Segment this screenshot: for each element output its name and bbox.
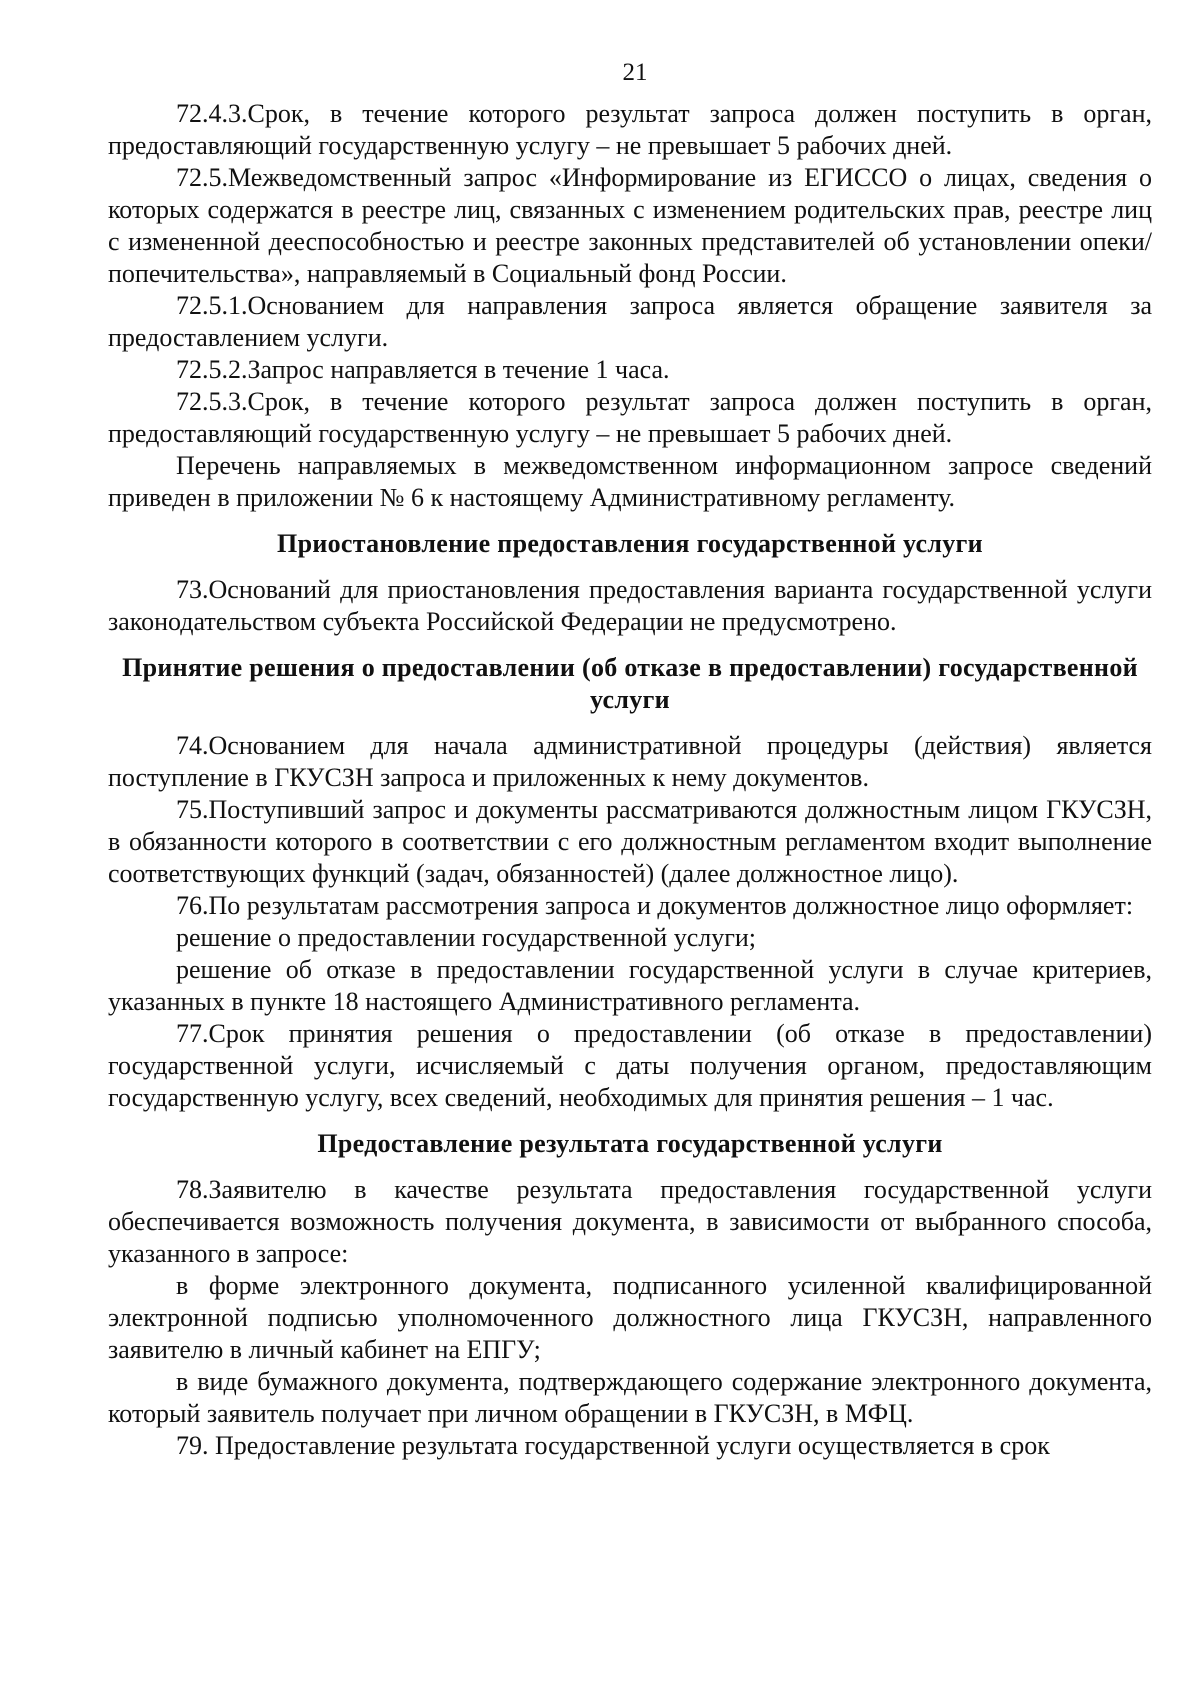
paragraph-72-5-1: 72.5.1.Основанием для направления запроса является обращение заявителя за предоставлением услуги. <box>108 291 1152 352</box>
paragraph-72-5: 72.5.Межведомственный запрос «Информирование из ЕГИССО о лицах, сведения о которых содержатся в реестре лиц, связанных с изменением родительских прав, реестре лиц с измененной дееспособностью и реестре законных представителей об установлении опеки/ попечительства», направляемый в Социальный фонд России. <box>108 163 1152 288</box>
document-body <box>108 98 1152 1462</box>
paragraph-list-of-data: Перечень направляемых в межведомственном информационном запросе сведений приведен в приложении № 6 к настоящему Административному регламенту. <box>108 451 1152 512</box>
paragraph-73: 73.Оснований для приостановления предоставления варианта государственной услуги законодательством субъекта Российской Федерации не предусмотрено. <box>108 575 1152 636</box>
list-item-electronic-document: в форме электронного документа, подписанного усиленной квалифицированной электронной подписью уполномоченного должностного лица ГКУСЗН, направленного заявителю в личный кабинет на ЕПГУ; <box>108 1271 1152 1364</box>
paragraph-72-4-3: 72.4.3.Срок, в течение которого результат запроса должен поступить в орган, предоставляющий государственную услугу – не превышает 5 рабочих дней. <box>108 99 1152 160</box>
paragraph-79: 79. Предоставление результата государственной услуги осуществляется в срок <box>176 1431 1050 1460</box>
list-item-paper-document: в виде бумажного документа, подтверждающего содержание электронного документа, который заявитель получает при личном обращении в ГКУСЗН, в МФЦ. <box>108 1367 1152 1428</box>
paragraph-72-5-3: 72.5.3.Срок, в течение которого результат запроса должен поступить в орган, предоставляющий государственную услугу – не превышает 5 рабочих дней. <box>108 387 1152 448</box>
list-item-decision-grant: решение о предоставлении государственной услуги; <box>176 923 757 952</box>
heading-decision: Принятие решения о предоставлении (об отказе в предоставлении) государственной услуги <box>122 653 1138 714</box>
heading-result-delivery: Предоставление результата государственной услуги <box>317 1129 943 1158</box>
paragraph-75: 75.Поступивший запрос и документы рассматриваются должностным лицом ГКУСЗН, в обязанности которого в соответствии с его должностным регламентом входит выполнение соответствующих функций (задач, обязанностей) (далее должностное лицо). <box>108 795 1152 888</box>
paragraph-77: 77.Срок принятия решения о предоставлении (об отказе в предоставлении) государственной услуги, исчисляемый с даты получения органом, предоставляющим государственную услугу, всех сведений, необходимых для принятия решения – 1 час. <box>108 1019 1152 1112</box>
paragraph-72-5-2: 72.5.2.Запрос направляется в течение 1 часа. <box>176 355 670 384</box>
list-item-decision-refusal: решение об отказе в предоставлении государственной услуги в случае критериев, указанных в пункте 18 настоящего Административного регламента. <box>108 955 1152 1016</box>
paragraph-78: 78.Заявителю в качестве результата предоставления государственной услуги обеспечивается возможность получения документа, в зависимости от выбранного способа, указанного в запросе: <box>108 1175 1152 1268</box>
heading-suspension: Приостановление предоставления государственной услуги <box>277 529 983 558</box>
page-number: 21 <box>622 59 648 86</box>
paragraph-74: 74.Основанием для начала административной процедуры (действия) является поступление в ГКУСЗН запроса и приложенных к нему документов. <box>108 731 1152 792</box>
paragraph-76: 76.По результатам рассмотрения запроса и документов должностное лицо оформляет: <box>176 891 1134 920</box>
